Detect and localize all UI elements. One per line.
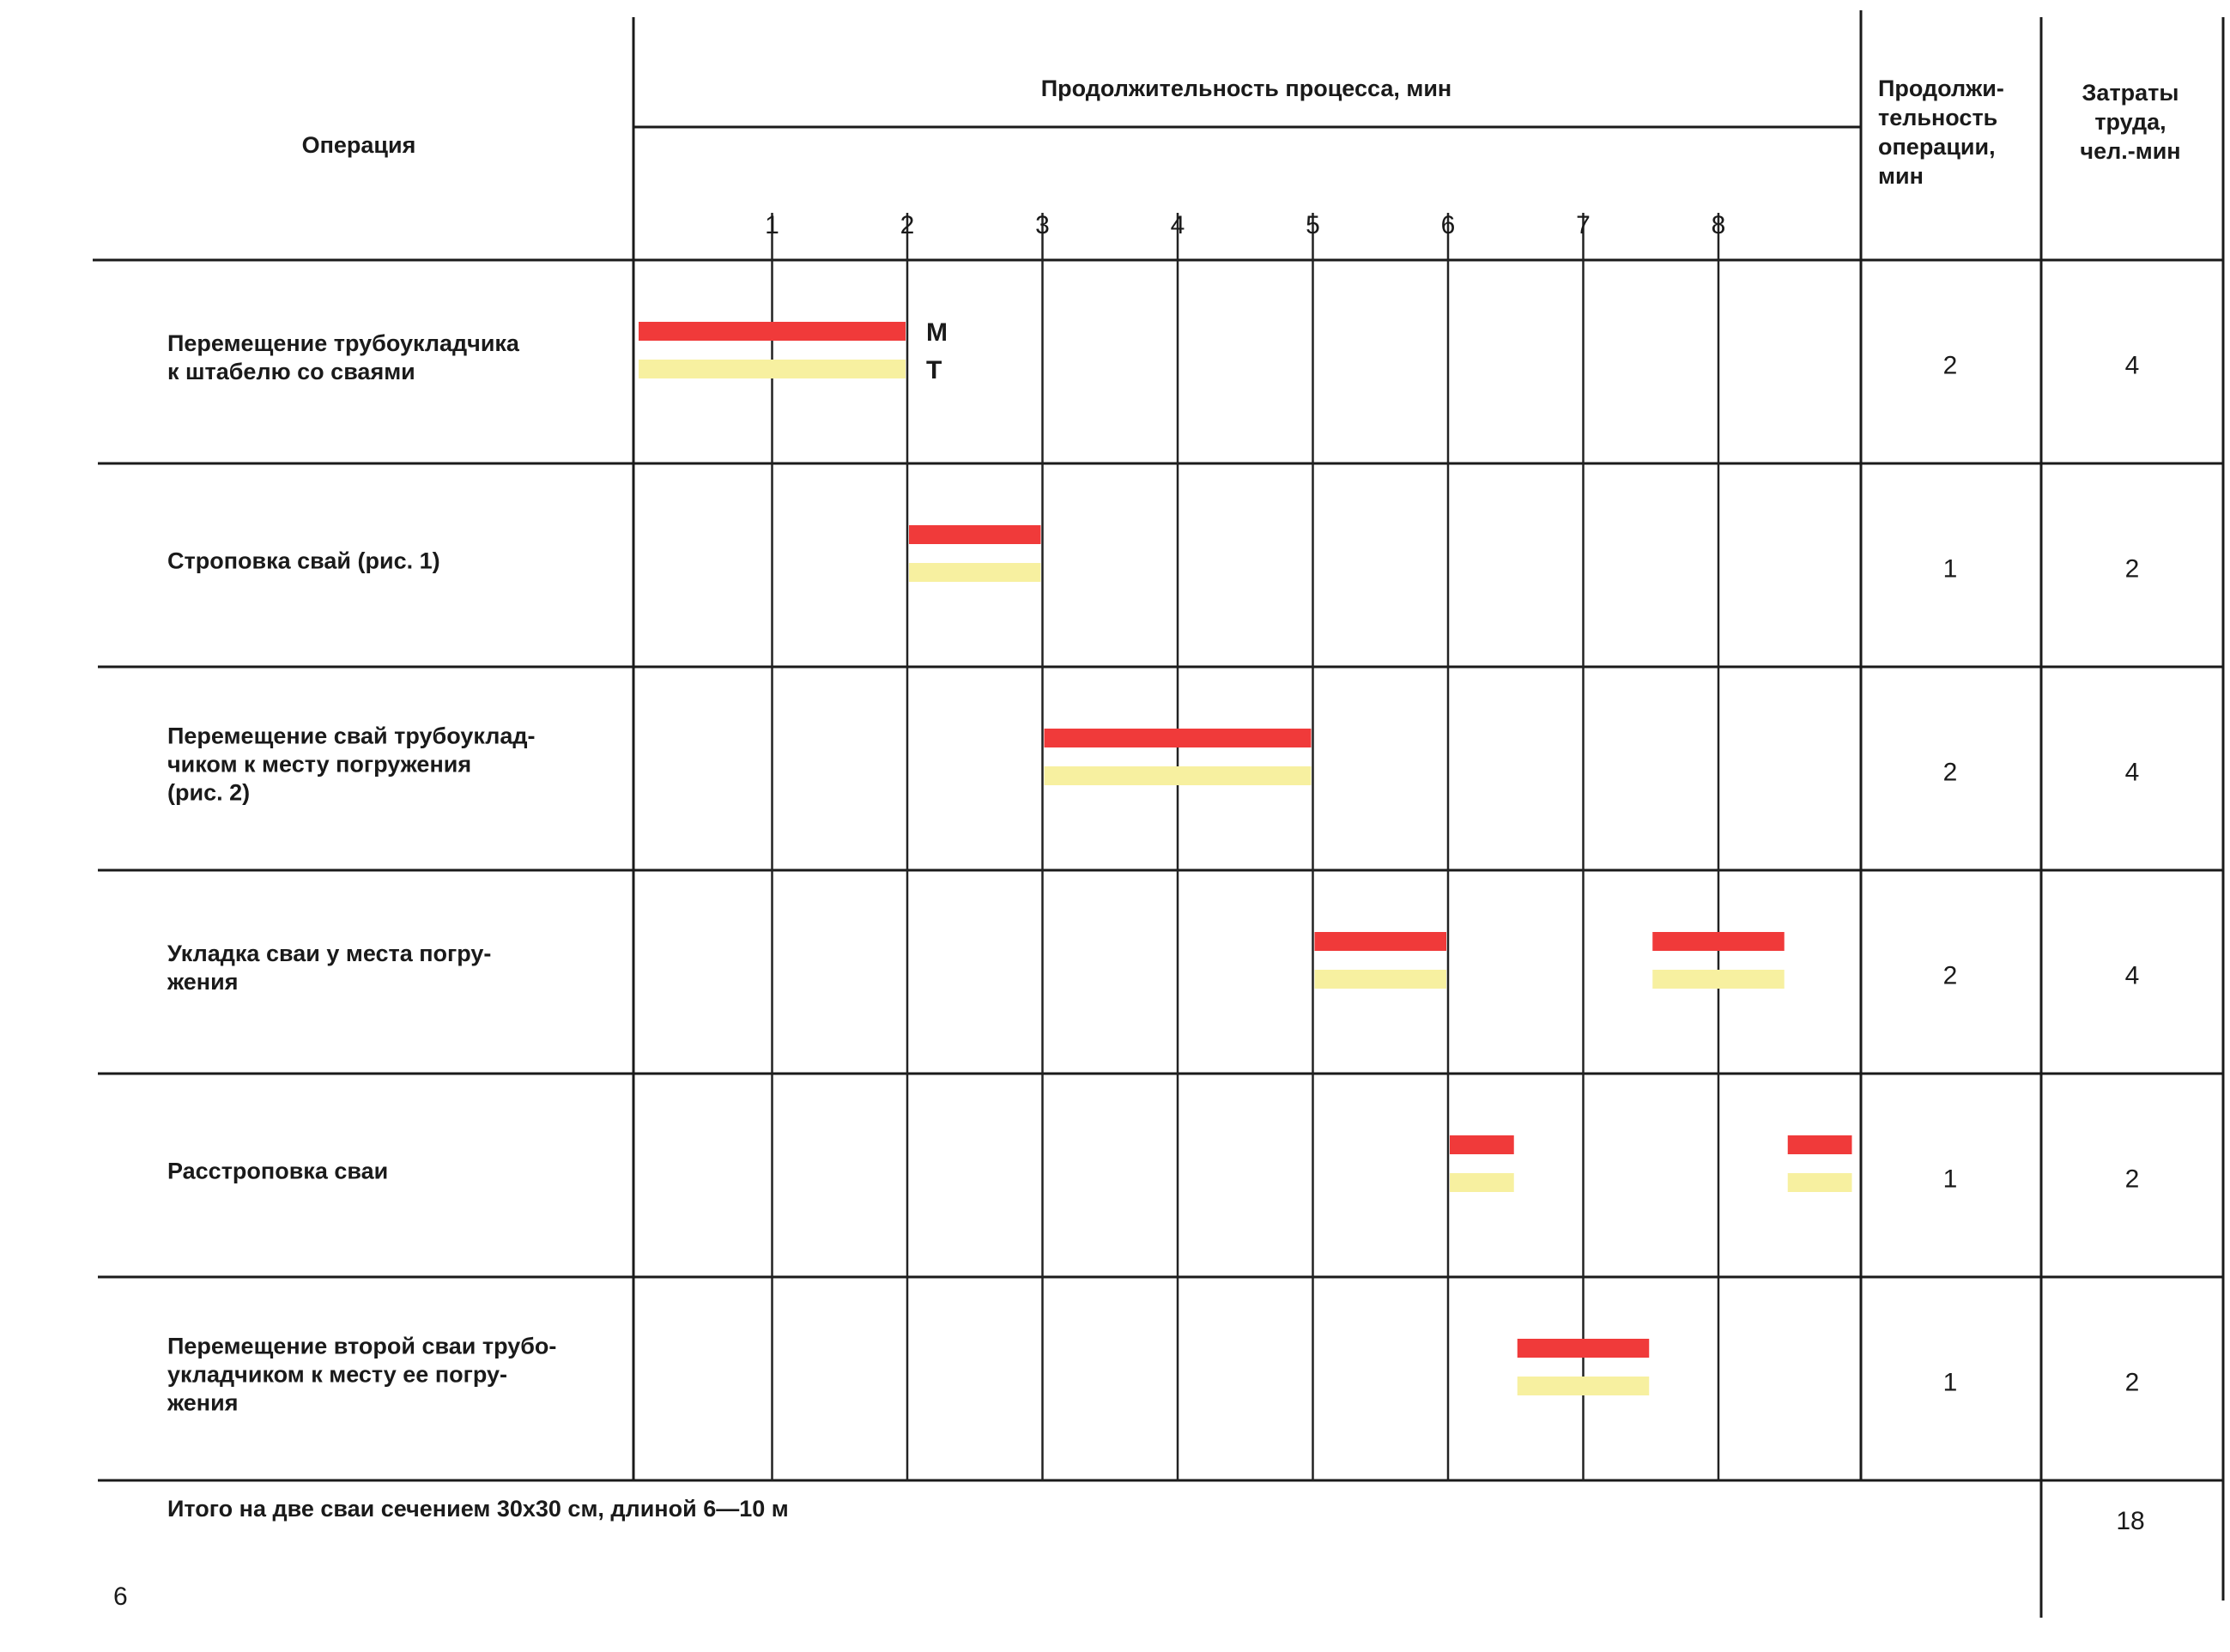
machine-bar-row-2-1 <box>909 525 1041 544</box>
operation-label-row-4-line-1: Укладка сваи у места погру- <box>167 941 492 966</box>
operation-label-row-3-line-2: чиком к месту погружения <box>167 751 472 778</box>
labor-value-row-3: 4 <box>2124 758 2140 787</box>
machine-bar-row-5-1 <box>1450 1135 1514 1154</box>
operation-column-header: Операция <box>301 132 416 158</box>
labor-header-line2: труда, <box>2094 109 2166 135</box>
labor-value-row-2: 2 <box>2124 554 2140 584</box>
labor-header-line1: Затраты <box>2082 80 2179 106</box>
labor-value-row-4: 4 <box>2124 961 2140 990</box>
duration-value-row-2: 1 <box>1942 554 1958 584</box>
machine-bar-row-4-1 <box>1315 932 1447 951</box>
operation-label-row-5-line-1: Расстроповка сваи <box>167 1158 389 1184</box>
duration-value-row-1: 2 <box>1942 351 1958 380</box>
x-tick-label-8: 8 <box>1711 211 1726 239</box>
op-duration-header-line4: мин <box>1878 163 1924 189</box>
labor-value-row-5: 2 <box>2124 1165 2140 1194</box>
operation-label-row-6-line-1: Перемещение второй сваи трубо- <box>167 1333 557 1359</box>
total-labor-value: 18 <box>2116 1507 2145 1535</box>
worker-bar-row-2-1 <box>909 563 1041 582</box>
operation-label-row-6-line-2: укладчиком к месту ее погру- <box>167 1361 508 1388</box>
operation-label-row-3-line-3: (рис. 2) <box>167 779 251 806</box>
worker-bar-row-6-1 <box>1518 1377 1650 1395</box>
machine-bar-row-1-1 <box>639 322 906 341</box>
duration-value-row-6: 1 <box>1942 1368 1958 1397</box>
worker-bar-row-5-1 <box>1450 1173 1514 1192</box>
x-tick-label-4: 4 <box>1170 211 1185 239</box>
labor-value-row-6: 2 <box>2124 1368 2140 1397</box>
operation-label-row-1-line-1: Перемещение трубоукладчика <box>167 330 519 356</box>
legend-worker-label: Т <box>926 356 942 384</box>
operation-label-row-6-line-3: жения <box>167 1389 239 1416</box>
x-tick-label-2: 2 <box>900 211 915 239</box>
page-number: 6 <box>113 1582 128 1611</box>
chart-layer <box>93 10 2223 1618</box>
total-label: Итого на две сваи сечением 30x30 см, длиной 6—10 м <box>167 1496 789 1522</box>
legend-machine-label: М <box>926 318 948 347</box>
process-duration-header: Продолжительность процесса, мин <box>1040 76 1452 101</box>
x-tick-label-5: 5 <box>1306 211 1320 239</box>
duration-value-row-3: 2 <box>1942 758 1958 787</box>
op-duration-header-line1: Продолжи- <box>1878 76 2004 101</box>
worker-bar-row-1-1 <box>639 360 906 378</box>
machine-bar-row-4-2 <box>1652 932 1785 951</box>
machine-bar-row-6-1 <box>1518 1339 1650 1358</box>
worker-bar-row-5-2 <box>1788 1173 1852 1192</box>
op-duration-header-line2: тельность <box>1878 105 1998 130</box>
duration-value-row-5: 1 <box>1942 1165 1958 1194</box>
operation-label-row-3-line-1: Перемещение свай трубоуклад- <box>167 723 536 749</box>
worker-bar-row-4-1 <box>1315 970 1447 989</box>
worker-bar-row-3-1 <box>1045 766 1312 785</box>
x-tick-label-1: 1 <box>765 211 779 239</box>
x-tick-label-7: 7 <box>1576 211 1591 239</box>
machine-bar-row-3-1 <box>1045 729 1312 747</box>
worker-bar-row-4-2 <box>1652 970 1785 989</box>
x-tick-label-6: 6 <box>1440 211 1456 239</box>
labor-value-row-1: 4 <box>2124 351 2140 380</box>
machine-bar-row-5-2 <box>1788 1135 1852 1154</box>
operation-label-row-1-line-2: к штабелю со сваями <box>167 359 415 384</box>
labor-header-line3: чел.-мин <box>2080 138 2181 164</box>
operation-label-row-4-line-2: жения <box>167 969 239 995</box>
duration-value-row-4: 2 <box>1942 961 1958 990</box>
x-tick-label-3: 3 <box>1035 211 1050 239</box>
operation-label-row-2-line-1: Строповка свай (рис. 1) <box>167 548 440 574</box>
op-duration-header-line3: операции, <box>1878 134 1996 160</box>
